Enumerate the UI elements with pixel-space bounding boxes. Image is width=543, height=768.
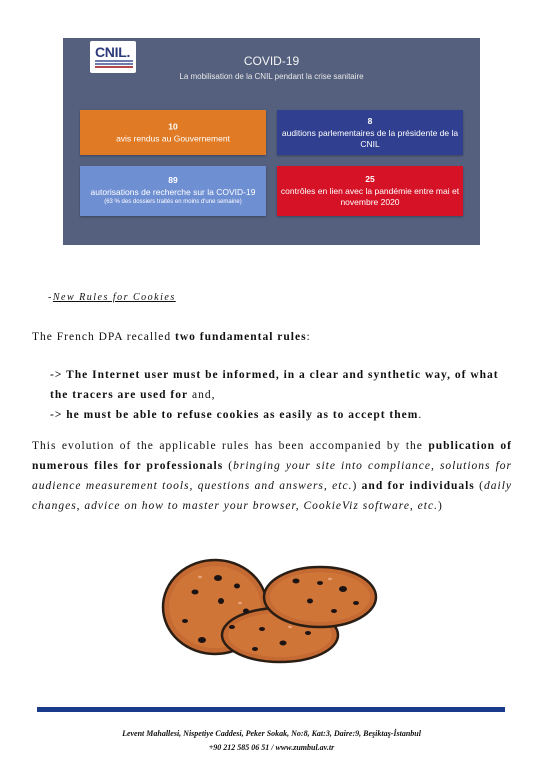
- evo-bold-1: publication of numerous files for professionals: [32, 440, 512, 472]
- evo-italic-2: daily changes, advice on how to master your browser, CookieViz software, etc.: [32, 480, 512, 512]
- section-prefix: -: [48, 292, 53, 303]
- stat-number: 10: [168, 121, 178, 131]
- stat-tile-hearings: [277, 110, 463, 155]
- rule-1: -> The Internet user must be informed, in a clear and synthetic way, of what the tracers are used for: [50, 369, 499, 401]
- rules-list: [50, 365, 520, 425]
- stat-tile-inspections: [277, 166, 463, 216]
- banner-subtitle: La mobilisation de la CNIL pendant la crise sanitaire: [179, 72, 364, 81]
- stat-number: 89: [168, 175, 178, 185]
- evo-italic-1: bringing your site into compliance, solutions for audience measurement tools, questions and answers, etc.: [32, 460, 512, 492]
- banner-title: COVID-19: [243, 54, 300, 68]
- section-title: New Rules for Cookies: [52, 292, 176, 303]
- evolution-paragraph: [32, 436, 512, 516]
- evo-text-4: (: [474, 480, 484, 492]
- cookies-illustration: [160, 545, 385, 665]
- cnil-covid-banner: [63, 38, 480, 245]
- rule-2-tail: .: [418, 409, 423, 421]
- stat-number: 8: [367, 115, 373, 126]
- stat-tile-research: [80, 166, 266, 216]
- stat-tile-opinions: [80, 110, 266, 155]
- evo-text-2: (: [223, 460, 234, 472]
- cookie-right: [264, 567, 376, 627]
- intro-bold: two fundamental rules: [175, 331, 307, 343]
- evo-text-3: ): [352, 480, 362, 492]
- intro-colon: :: [306, 331, 311, 343]
- stat-number: 25: [365, 174, 375, 184]
- stat-note: (63 % des dossiers traités en moins d'une semaine): [104, 199, 242, 205]
- section-heading: [48, 292, 176, 303]
- intro-paragraph: [32, 327, 512, 347]
- rule-2: -> he must be able to refuse cookies as easily as to accept them: [50, 409, 419, 421]
- stat-text: contrôles en lien avec la pandémie entre mai et novembre 2020: [280, 186, 460, 207]
- footer-rule: [37, 707, 505, 712]
- cnil-logo-text: CNIL.: [95, 44, 131, 60]
- footer-contact: +90 212 585 06 51 / www.zumbul.av.tr: [208, 743, 335, 752]
- evo-bold-2: and for individuals: [361, 480, 475, 492]
- intro-text: The French DPA recalled: [32, 331, 176, 343]
- rule-1-tail: and,: [188, 389, 216, 401]
- evo-text-5: ): [437, 500, 443, 512]
- footer-address: Levent Mahallesi, Nispetiye Caddesi, Peker Sokak, No:8, Kat:3, Daire:9, Beşiktaş-İstanbul: [122, 729, 421, 738]
- evo-text-1: This evolution of the applicable rules has been accompanied by the: [32, 440, 429, 452]
- stat-text: auditions parlementaires de la présidente de la CNIL: [281, 127, 459, 149]
- stat-text: avis rendus au Gouvernement: [116, 133, 230, 143]
- stat-text: autorisations de recherche sur la COVID-19: [90, 187, 256, 197]
